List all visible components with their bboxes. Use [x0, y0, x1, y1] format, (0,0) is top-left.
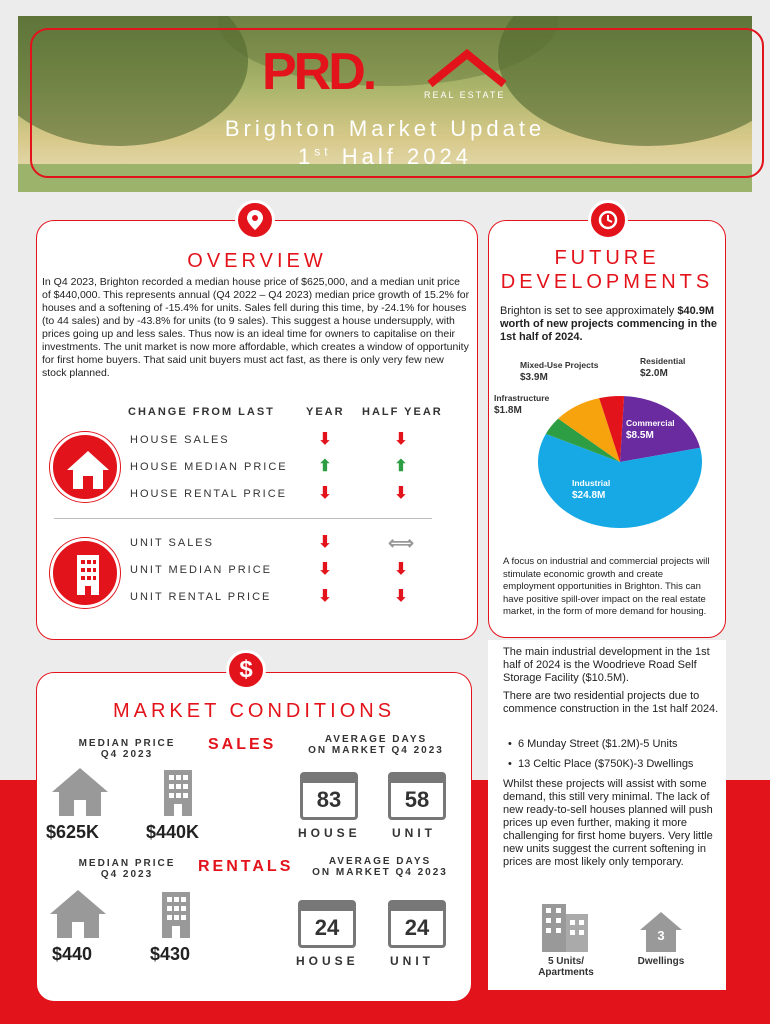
house-caption: HOUSE [296, 954, 359, 968]
pie-label-value: $1.8M [494, 405, 522, 416]
unit-price-icon [160, 768, 196, 818]
sales-unit-price: $440K [146, 822, 200, 842]
col-year: YEAR [306, 406, 345, 418]
market-title: MARKET CONDITIONS [112, 700, 396, 722]
future-title: FUTURE DEVELOPMENTS [500, 247, 714, 293]
arrow-down-icon: ⬇ [394, 588, 408, 605]
future-p4: Whilst these projects will assist with some demand, this still very minimal. The lack of new ready-to-sell houses planned will push prices up even further, making it more challenging for first home buyers. Very little new units suggest the current softening in prices are most likely only temporary. [503, 778, 713, 868]
rentals-tag: RENTALS [198, 858, 294, 875]
rent-days-head: AVERAGE DAYS ON MARKET Q4 2023 [312, 856, 448, 878]
change-row-label: HOUSE MEDIAN PRICE [130, 461, 288, 473]
bullet-1: • 6 Munday Street ($1.2M)-5 Units [508, 738, 678, 750]
location-pin-icon [235, 200, 275, 240]
sales-days-head: AVERAGE DAYS ON MARKET Q4 2023 [308, 734, 444, 756]
page-title: Brighton Market Update [224, 116, 546, 141]
overview-text: In Q4 2023, Brighton recorded a median house price of $625,000, and a median unit price of $440,000. This represents annual (Q4 2022 – Q4 2023) median price growth of 15.2% for houses and a softening of -15.4% for units. Sales fell during this time, by -24.1% for houses (to 44 sales) and by -43.8% for units (to 9 sales). This suggest a house undersupply, with prices going up and less sales. Thus now is an ideal time for owners to capitalise on their investments. The unit market is now more affordable, which creates a window of opportunity for first home buyers. That said unit buyers must act fast, as there is only very few new stock planned. [42, 276, 470, 379]
page-subtitle: 1st Half 2024 [298, 144, 472, 169]
pie-label-name: Mixed-Use Projects [520, 360, 599, 370]
rent-median-head: MEDIAN PRICE Q4 2023 [78, 858, 176, 880]
arrow-down-icon: ⬇ [318, 485, 332, 502]
development-pie-chart [494, 358, 724, 538]
col-half-year: HALF YEAR [362, 406, 443, 418]
house-price-icon [50, 766, 110, 818]
arrow-up-icon: ⬆ [318, 458, 332, 475]
calendar-icon: 58 [388, 772, 446, 820]
pie-label-name: Residential [640, 358, 686, 366]
sales-tag: SALES [208, 736, 277, 753]
prd-logo: PRD. [262, 43, 375, 101]
house-rent-icon [48, 888, 108, 940]
future-p2: The main industrial development in the 1st half of 2024 is the Woodrieve Road Self Storage Facility ($10.5M). [503, 646, 710, 684]
roof-logo-icon [426, 48, 508, 88]
clock-icon [588, 200, 628, 240]
pie-label-name: Infrastructure [494, 393, 550, 403]
change-row-label: HOUSE RENTAL PRICE [130, 488, 288, 500]
arrow-down-icon: ⬇ [318, 588, 332, 605]
unit-caption: UNIT [392, 826, 436, 840]
house-icon [50, 432, 120, 502]
pie-label-value: $3.9M [520, 372, 548, 383]
arrow-down-icon: ⬇ [394, 561, 408, 578]
arrow-down-icon: ⬇ [318, 534, 332, 551]
rent-house-price: $440 [52, 944, 93, 964]
calendar-icon: 24 [298, 900, 356, 948]
sales-median-head: MEDIAN PRICE Q4 2023 [78, 738, 176, 760]
change-row-label: HOUSE SALES [130, 434, 230, 446]
dwellings-count: 3 [657, 928, 665, 943]
calendar-icon: 24 [388, 900, 446, 948]
arrow-down-icon: ⬇ [394, 485, 408, 502]
calendar-icon: 83 [300, 772, 358, 820]
sales-house-price: $625K [46, 822, 100, 842]
arrow-down-icon: ⬇ [318, 561, 332, 578]
arrow-down-icon: ⬇ [318, 431, 332, 448]
pie-label-name: Industrial [572, 478, 611, 488]
future-intro: Brighton is set to see approximately $40.9M worth of new projects commencing in the 1st half of 2024. [500, 305, 717, 343]
apartments-icon [534, 898, 598, 954]
col-change: CHANGE FROM LAST [128, 406, 275, 418]
unit-caption: UNIT [390, 954, 434, 968]
pie-label-value: $8.5M [626, 430, 654, 441]
pie-label-value: $2.0M [640, 368, 668, 379]
pie-label-value: $24.8M [572, 490, 606, 501]
overview-title: OVERVIEW [187, 250, 327, 272]
bullet-2: • 13 Celtic Place ($750K)-3 Dwellings [508, 758, 694, 770]
pie-label-name: Commercial [626, 418, 675, 428]
divider [54, 518, 432, 519]
arrow-up-icon: ⬆ [394, 458, 408, 475]
change-row-label: UNIT SALES [130, 537, 214, 549]
arrow-down-icon: ⬇ [394, 431, 408, 448]
unit-rent-icon [158, 890, 194, 940]
rent-unit-price: $430 [150, 944, 191, 964]
change-row-label: UNIT RENTAL PRICE [130, 591, 272, 603]
logo-subtitle: REAL ESTATE [424, 90, 506, 100]
units-label: 5 Units/ Apartments [538, 956, 594, 978]
arrow-flat-icon: ⟺ [388, 533, 414, 553]
change-row-label: UNIT MEDIAN PRICE [130, 564, 272, 576]
apartment-icon [50, 538, 120, 608]
future-p1: A focus on industrial and commercial projects will stimulate economic growth and create employment opportunities in Brighton. This can have positive spill-over impact on the real estate market, in the form of more demand for housing. [503, 556, 710, 617]
dollar-icon: $ [226, 650, 266, 690]
dwellings-label: Dwellings [637, 956, 685, 967]
house-caption: HOUSE [298, 826, 361, 840]
future-p3: There are two residential projects due to commence construction in the 1st half 2024. [503, 690, 719, 715]
